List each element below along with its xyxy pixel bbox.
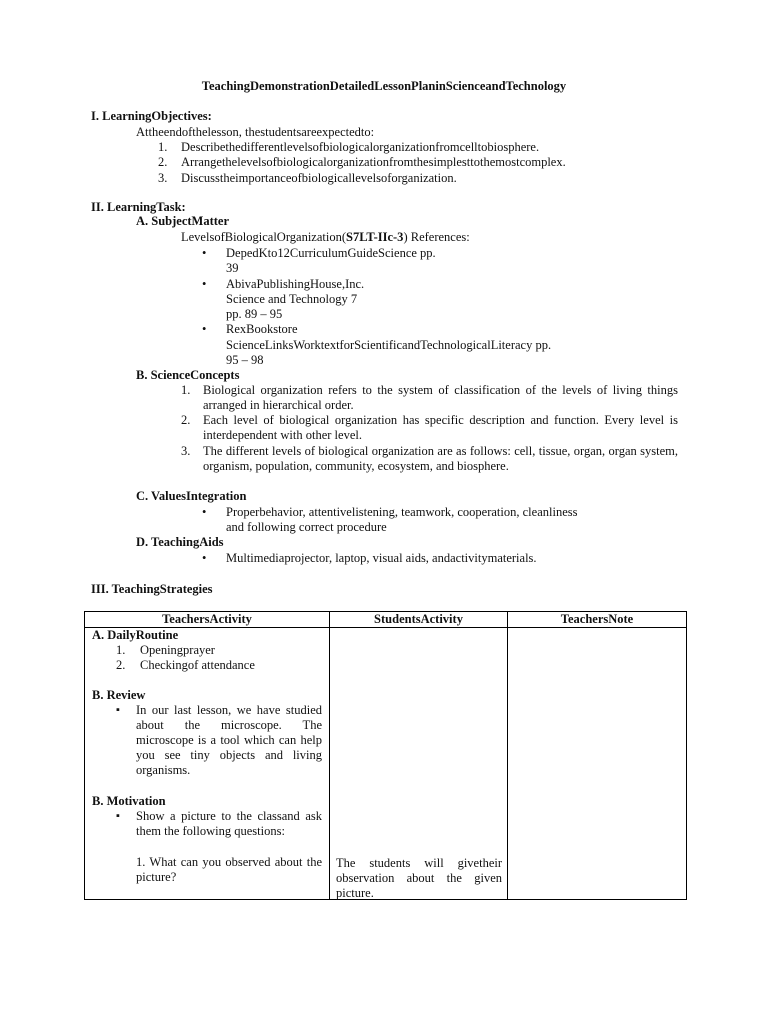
- routine-item: Openingprayer: [140, 643, 215, 657]
- teaching-aids-heading: D. TeachingAids: [136, 535, 224, 549]
- teachers-note-cell: [508, 628, 687, 900]
- reference-item: • DepedKto12CurriculumGuideScience pp.: [226, 246, 436, 261]
- reference-line: pp. 89 – 95: [226, 307, 283, 321]
- values-item: • Properbehavior, attentivelistening, teamwork, cooperation, cleanliness: [226, 505, 577, 520]
- document-title: TeachingDemonstrationDetailedLessonPlaninScienceandTechnology: [201, 79, 567, 93]
- review-heading: B. Review: [92, 688, 146, 702]
- objectives-intro: Attheendofthelesson, thestudentsareexpectedto:: [136, 125, 375, 139]
- objective-number: 1.: [158, 140, 168, 154]
- subject-matter-heading: A. SubjectMatter: [136, 214, 230, 228]
- concept-text: Each level of biological organization has specific description and function. Every level is interdependent with other level.: [203, 413, 678, 442]
- column-header-teachers-activity: TeachersActivity: [85, 612, 330, 628]
- students-activity-cell: [330, 628, 508, 900]
- column-header-teachers-note: TeachersNote: [508, 612, 687, 628]
- students-response: The students will givetheir observation about the given picture.: [336, 856, 502, 900]
- objective-number: 3.: [158, 171, 168, 185]
- teaching-aids-item: • Multimediaprojector, laptop, visual aids, andactivitymaterials.: [226, 551, 537, 566]
- objective-text: Arrangethelevelsofbiologicalorganizationfromthesimplesttothemostcomplex.: [181, 155, 566, 169]
- objective-number: 2.: [158, 155, 168, 169]
- concept-number: 2.: [181, 413, 191, 427]
- daily-routine-heading: A. DailyRoutine: [92, 628, 179, 642]
- concept-text: The different levels of biological organization are as follows: cell, tissue, organ, organ system, organism, population, community, ecosystem, and biosphere.: [203, 444, 678, 473]
- teachers-activity-cell: [85, 628, 330, 900]
- science-concepts-heading: B. ScienceConcepts: [136, 368, 240, 382]
- reference-line: 95 – 98: [226, 353, 264, 367]
- teaching-strategies-table: [84, 611, 687, 900]
- motivation-heading: B. Motivation: [92, 794, 166, 808]
- review-text: ▪ In our last lesson, we have studied about the microscope. The microscope is a tool which can help you see tiny objects and living organisms.: [136, 703, 322, 778]
- reference-item: • AbivaPublishingHouse,Inc.: [226, 277, 364, 292]
- teaching-strategies-heading: III. TeachingStrategies: [91, 582, 213, 596]
- table-row: [85, 628, 687, 900]
- reference-line: 39: [226, 261, 239, 275]
- table-header-row: [85, 612, 687, 628]
- concept-number: 3.: [181, 444, 191, 458]
- reference-line: Science and Technology 7: [226, 292, 358, 306]
- learning-task-heading: II. LearningTask:: [91, 200, 186, 214]
- concept-number: 1.: [181, 383, 191, 397]
- routine-item: Checkingof attendance: [140, 658, 255, 672]
- objectives-heading: I. LearningObjectives:: [91, 109, 212, 123]
- column-header-students-activity: StudentsActivity: [330, 612, 508, 628]
- competency-code: S7LT-IIc-3: [346, 230, 404, 244]
- subject-topic: LevelsofBiologicalOrganization(S7LT-IIc-3) References:: [181, 230, 470, 244]
- reference-line: ScienceLinksWorktextforScientificandTechnologicalLiteracy pp.: [226, 338, 552, 352]
- motivation-text: ▪ Show a picture to the classand ask them the following questions:: [136, 809, 322, 839]
- concept-text: Biological organization refers to the system of classification of the levels of living things arranged in hierarchical order.: [203, 383, 678, 412]
- objective-text: Discusstheimportanceofbiologicallevelsoforganization.: [181, 171, 457, 185]
- motivation-question: 1. What can you observed about the picture?: [136, 855, 322, 884]
- values-item-continued: and following correct procedure: [226, 520, 387, 534]
- objective-text: Describethedifferentlevelsofbiologicalorganizationfromcelltobiosphere.: [181, 140, 540, 154]
- routine-number: 1.: [116, 643, 126, 657]
- routine-number: 2.: [116, 658, 126, 672]
- reference-item: • RexBookstore: [226, 322, 298, 337]
- values-integration-heading: C. ValuesIntegration: [136, 489, 247, 503]
